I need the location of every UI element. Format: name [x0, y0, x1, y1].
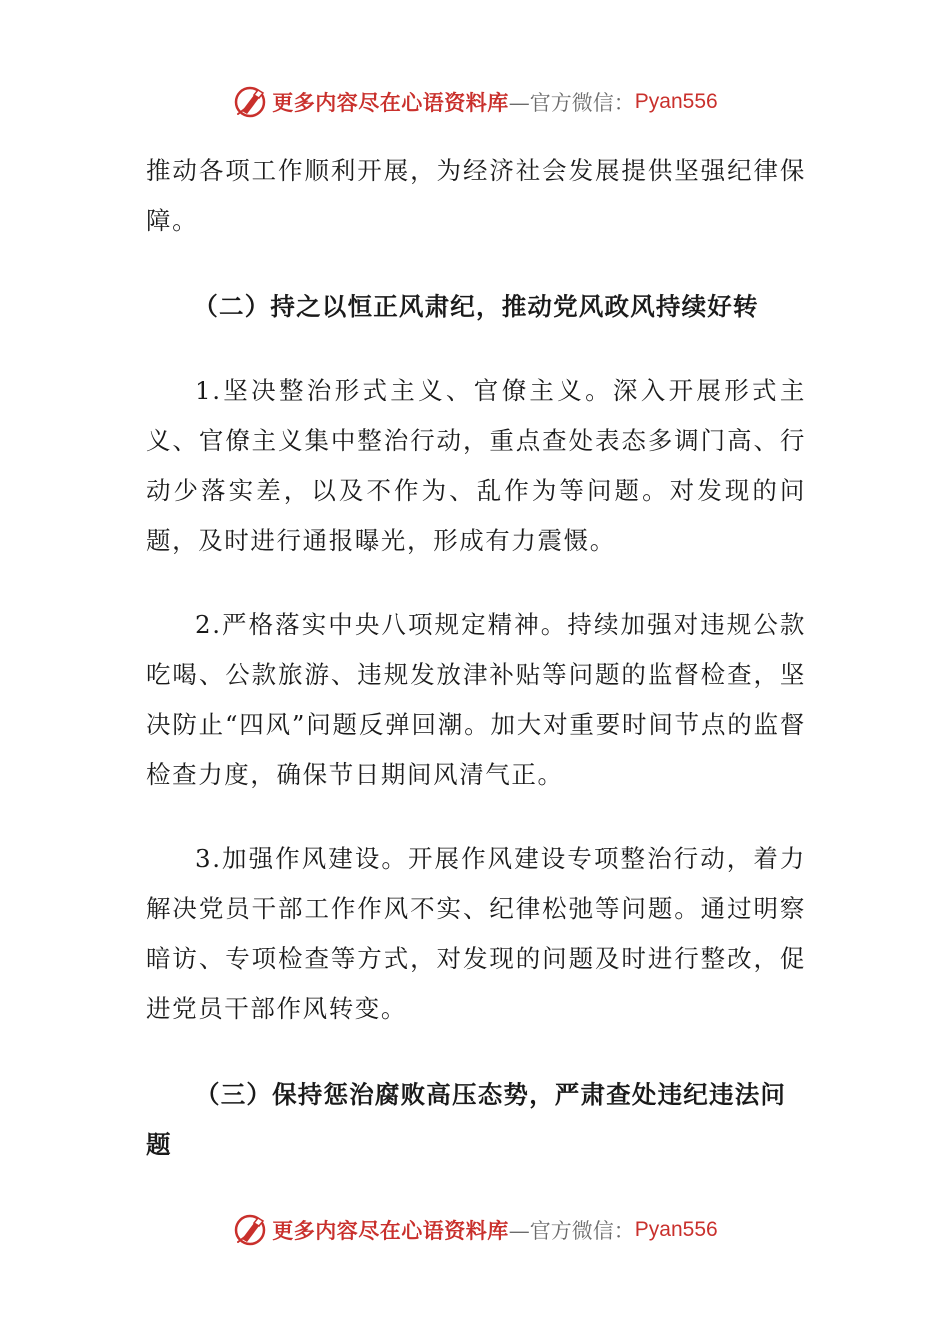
- banner-wechat-label: —官方微信：: [508, 1219, 635, 1243]
- banner-wechat-id: Pyan556: [634, 90, 718, 113]
- banner-wechat-id: Pyan556: [634, 1218, 718, 1241]
- list-item-2: 2.严格落实中央八项规定精神。持续加强对违规公款吃喝、公款旅游、违规发放津补贴等问题的监督检查，坚决防止“四风”问题反弹回潮。加大对重要时间节点的监督检查力度，确保节日期间风清气正。: [146, 610, 806, 789]
- section-heading-3: （三）保持惩治腐败高压态势，严肃查处违纪违法问题: [146, 1080, 787, 1159]
- list-item-3: 3.加强作风建设。开展作风建设专项整治行动，着力解决党员干部工作作风不实、纪律松弛等问题。通过明察暗访、专项检查等方式，对发现的问题及时进行整改，促进党员干部作风转变。: [146, 844, 806, 1023]
- header-banner: [0, 82, 950, 122]
- pen-nib-logo-icon: [232, 1212, 268, 1248]
- continued-paragraph: 推动各项工作顺利开展，为经济社会发展提供坚强纪律保障。: [146, 156, 806, 235]
- document-body: [146, 146, 806, 1170]
- banner-text: 更多内容尽在心语资料库: [272, 90, 509, 115]
- pen-nib-logo-icon: [232, 84, 268, 120]
- banner-wechat-label: —官方微信：: [508, 91, 635, 115]
- banner-text: 更多内容尽在心语资料库: [272, 1218, 509, 1243]
- section-heading-2: （二）持之以恒正风肃纪，推动党风政风持续好转: [193, 292, 759, 321]
- footer-banner: [0, 1210, 950, 1250]
- list-item-1: 1.坚决整治形式主义、官僚主义。深入开展形式主义、官僚主义集中整治行动，重点查处表态多调门高、行动少落实差，以及不作为、乱作为等问题。对发现的问题，及时进行通报曝光，形成有力震慑。: [146, 376, 806, 555]
